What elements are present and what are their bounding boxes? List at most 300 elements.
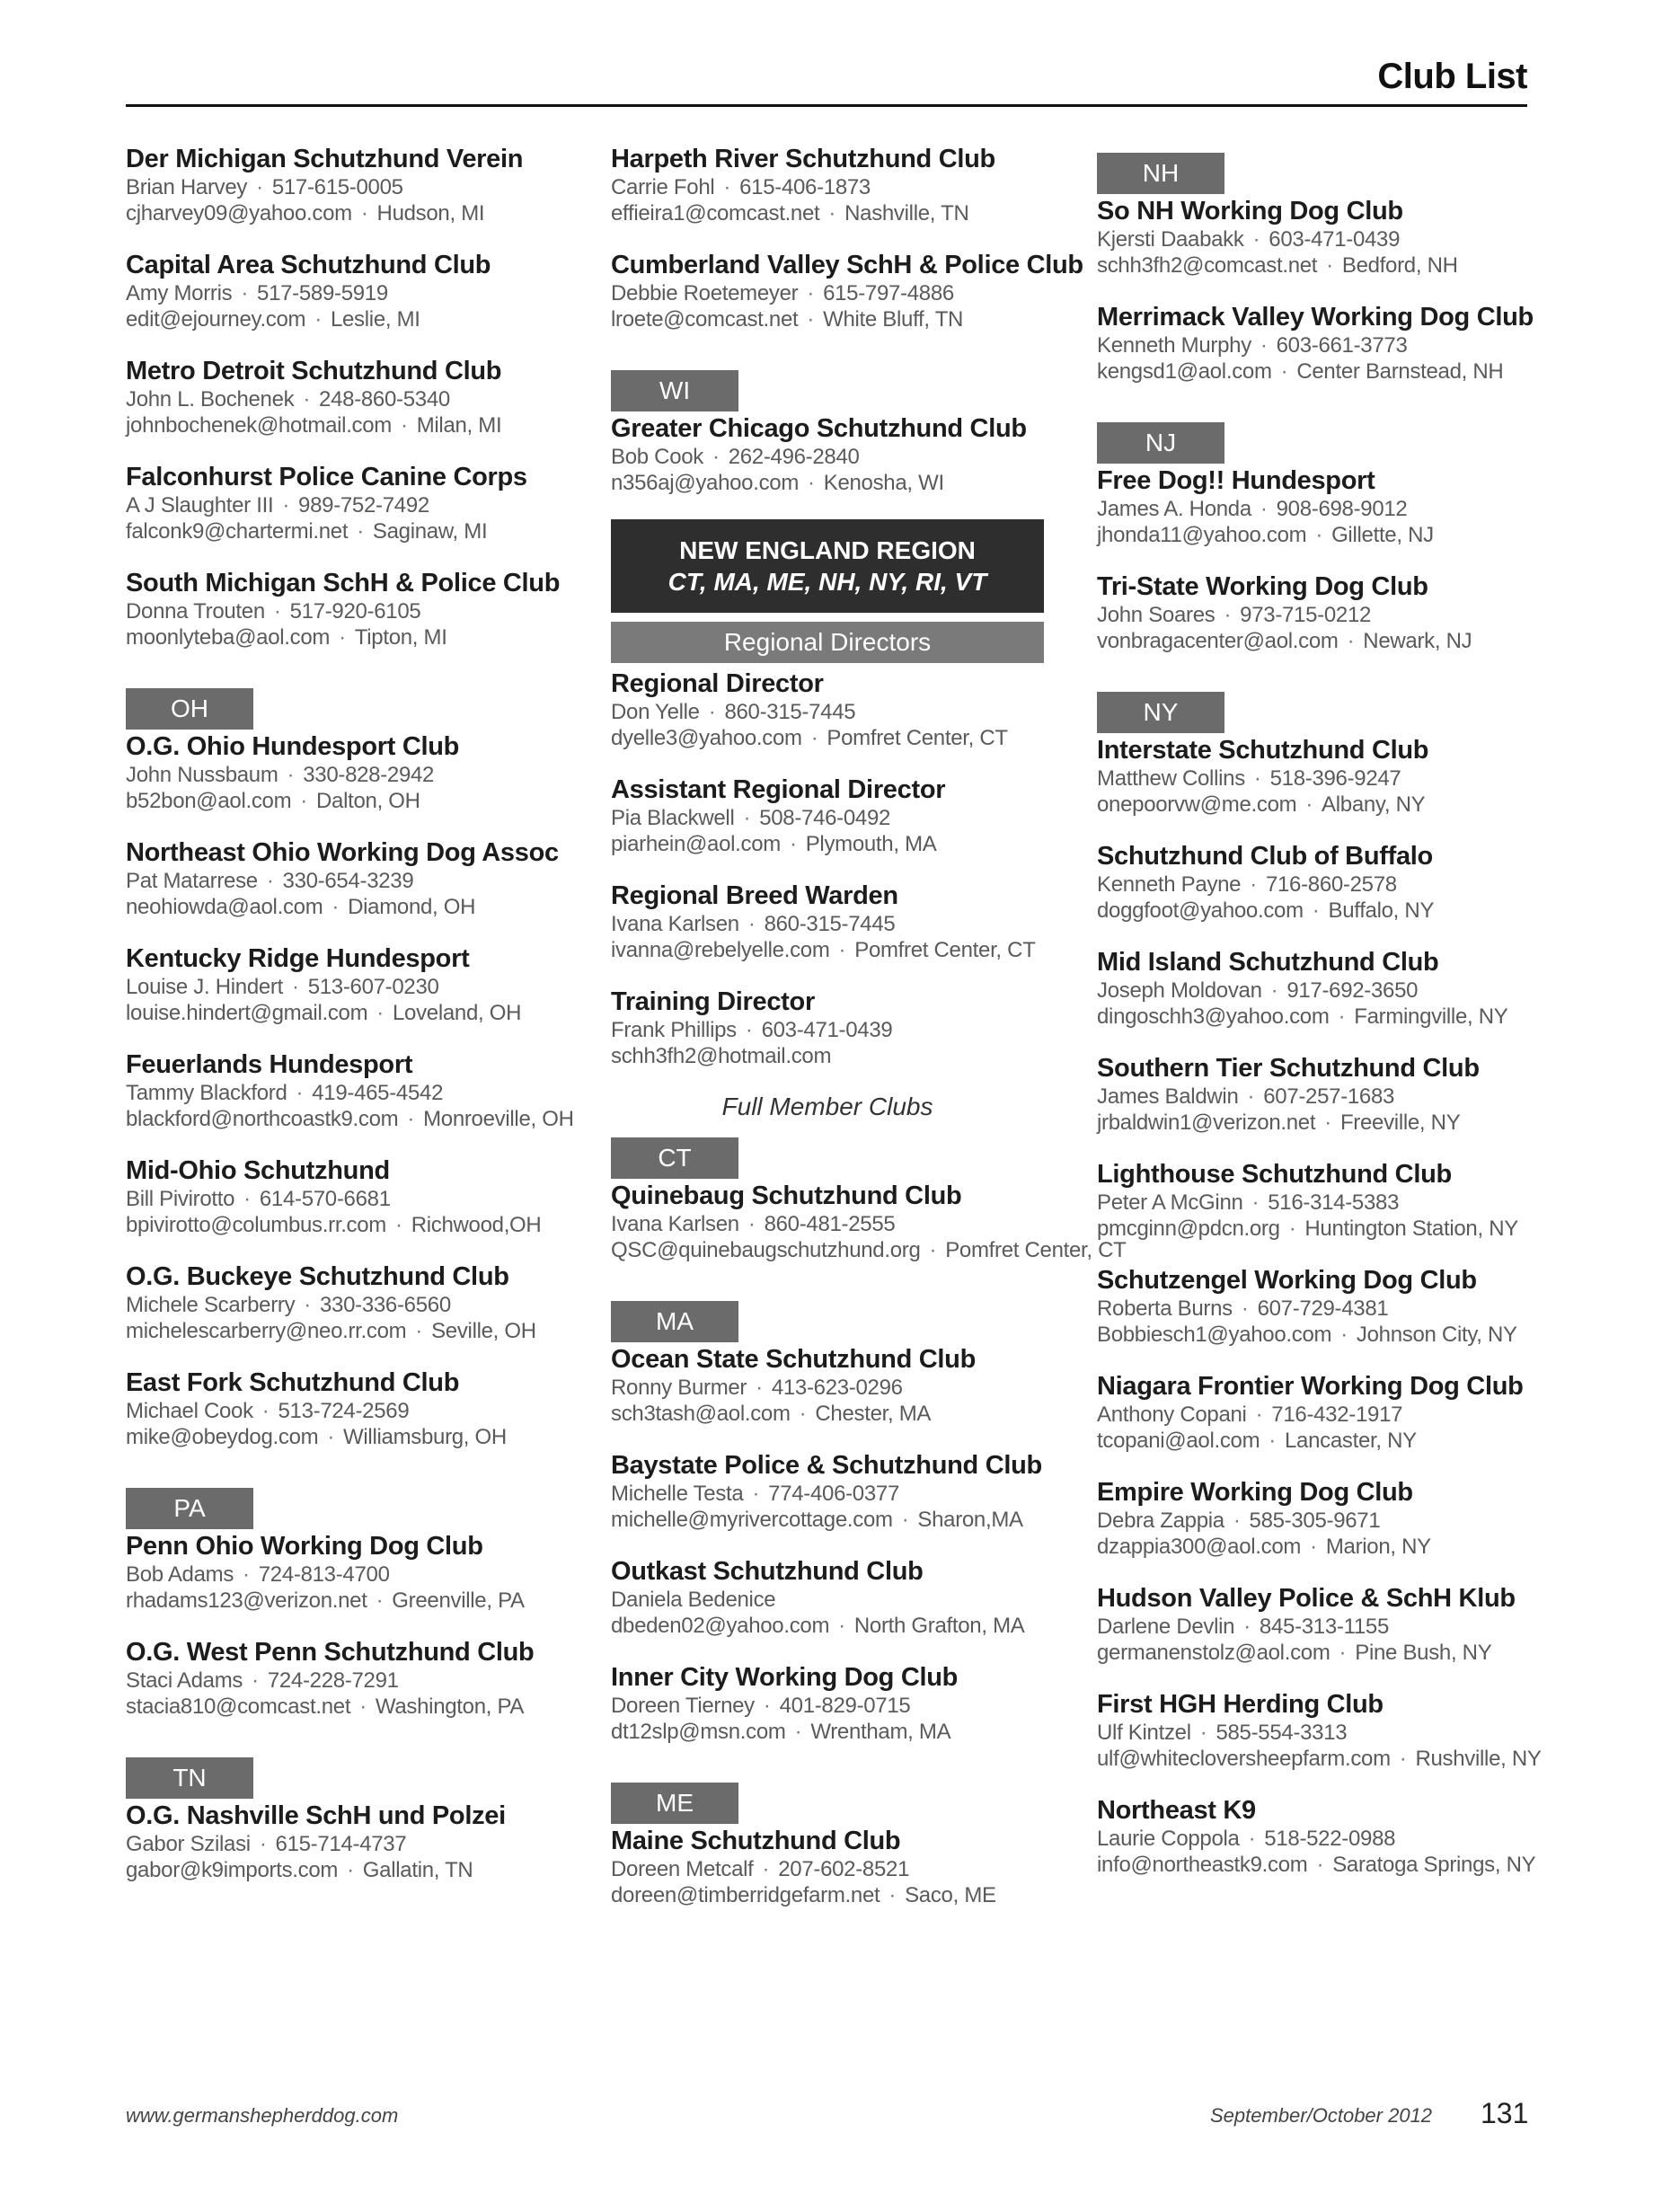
club-name: Penn Ohio Working Dog Club bbox=[126, 1532, 483, 1561]
contact-city: Milan, MI bbox=[416, 413, 502, 438]
contact-phone[interactable]: 585-305-9671 bbox=[1249, 1509, 1381, 1533]
contact-email[interactable]: vonbragacenter@aol.com bbox=[1097, 629, 1339, 653]
contact-email[interactable]: blackford@northcoastk9.com bbox=[126, 1107, 399, 1131]
contact-email[interactable]: rhadams123@verizon.net bbox=[126, 1588, 367, 1613]
contact-line bbox=[611, 444, 1060, 470]
email-line bbox=[1097, 628, 1546, 654]
contact-line bbox=[126, 1831, 575, 1857]
contact-phone[interactable]: 908-698-9012 bbox=[1276, 497, 1408, 521]
contact-city: Seville, OH bbox=[431, 1319, 536, 1343]
contact-line bbox=[126, 174, 575, 200]
club-name: Southern Tier Schutzhund Club bbox=[1097, 1054, 1480, 1083]
contact-email[interactable]: dzappia300@aol.com bbox=[1097, 1535, 1302, 1559]
separator-dot: · bbox=[1247, 1084, 1255, 1109]
separator-dot: · bbox=[259, 1832, 267, 1856]
email-line bbox=[126, 306, 575, 332]
contact-line bbox=[126, 974, 575, 1000]
contact-city: Marion, NY bbox=[1325, 1535, 1431, 1559]
separator-dot: · bbox=[1305, 792, 1313, 817]
contact-phone[interactable]: 401-829-0715 bbox=[779, 1694, 911, 1718]
contact-phone[interactable]: 603-471-0439 bbox=[761, 1018, 893, 1042]
contact-name: Bob Adams bbox=[126, 1562, 234, 1587]
group-maine bbox=[611, 1826, 1060, 1908]
contact-city: Gillette, NJ bbox=[1331, 523, 1434, 547]
separator-dot: · bbox=[1252, 227, 1260, 252]
contact-phone[interactable]: 517-920-6105 bbox=[289, 599, 421, 624]
email-line bbox=[126, 1588, 575, 1614]
contact-name: Louise J. Hindert bbox=[126, 975, 283, 999]
email-line bbox=[611, 1719, 1060, 1745]
contact-name: Tammy Blackford bbox=[126, 1081, 287, 1105]
contact-city: Farmingville, NY bbox=[1354, 1004, 1508, 1029]
contact-line bbox=[1097, 1084, 1546, 1110]
contact-phone[interactable]: 585-554-3313 bbox=[1216, 1721, 1348, 1745]
contact-name: Darlene Devlin bbox=[1097, 1615, 1235, 1639]
contact-name: Pia Blackwell bbox=[611, 806, 735, 830]
contact-email[interactable]: moonlyteba@aol.com bbox=[126, 625, 331, 650]
club-name: Metro Detroit Schutzhund Club bbox=[126, 357, 502, 385]
contact-email[interactable]: effieira1@comcast.net bbox=[611, 201, 820, 226]
club-entry bbox=[126, 1261, 575, 1344]
contact-phone[interactable]: 516-314-5383 bbox=[1268, 1190, 1400, 1215]
club-entry bbox=[611, 250, 1083, 332]
separator-dot: · bbox=[360, 201, 368, 226]
contact-phone[interactable]: 860-315-7445 bbox=[724, 700, 856, 724]
contact-name: Ivana Karlsen bbox=[611, 1212, 739, 1236]
email-line bbox=[1097, 1004, 1546, 1030]
contact-phone[interactable]: 330-336-6560 bbox=[320, 1293, 451, 1317]
state-tag-ct: CT bbox=[611, 1137, 738, 1179]
contact-phone[interactable]: 207-602-8521 bbox=[778, 1857, 910, 1881]
club-entry bbox=[1097, 735, 1546, 818]
email-line bbox=[1097, 1216, 1546, 1242]
separator-dot: · bbox=[1280, 359, 1288, 384]
separator-dot: · bbox=[339, 625, 346, 650]
contact-phone[interactable]: 513-724-2569 bbox=[278, 1399, 410, 1423]
contact-line bbox=[1097, 1826, 1546, 1852]
contact-name: Kjersti Daabakk bbox=[1097, 227, 1244, 252]
contact-city: Newark, NJ bbox=[1363, 629, 1472, 653]
contact-city: Leslie, MI bbox=[330, 307, 420, 332]
contact-phone[interactable]: 262-496-2840 bbox=[728, 445, 860, 469]
contact-email[interactable]: sch3tash@aol.com bbox=[611, 1402, 791, 1426]
contact-city: Lancaster, NY bbox=[1285, 1429, 1417, 1453]
contact-city: Pine Bush, NY bbox=[1355, 1641, 1492, 1665]
contact-city: Saratoga Springs, NY bbox=[1332, 1853, 1536, 1877]
contact-email[interactable]: dingoschh3@yahoo.com bbox=[1097, 1004, 1330, 1029]
club-name: Inner City Working Dog Club bbox=[611, 1663, 959, 1692]
club-name: Hudson Valley Police & SchH Klub bbox=[1097, 1584, 1516, 1613]
state-tag-ny: NY bbox=[1097, 692, 1224, 733]
club-entry bbox=[126, 356, 575, 438]
contact-email[interactable]: cjharvey09@yahoo.com bbox=[126, 201, 352, 226]
separator-dot: · bbox=[838, 938, 846, 962]
separator-dot: · bbox=[1324, 1110, 1331, 1135]
contact-name: Debbie Roetemeyer bbox=[611, 281, 799, 305]
contact-name: Roberta Burns bbox=[1097, 1296, 1233, 1321]
club-name: Mid Island Schutzhund Club bbox=[1097, 948, 1439, 977]
email-line bbox=[1097, 1640, 1546, 1666]
contact-name: Doreen Tierney bbox=[611, 1694, 755, 1718]
club-entry bbox=[126, 1637, 575, 1720]
contact-name: Daniela Bedenice bbox=[611, 1588, 776, 1612]
separator-dot: · bbox=[256, 175, 263, 199]
contact-phone[interactable]: 716-432-1917 bbox=[1271, 1402, 1403, 1427]
contact-email[interactable]: bpivirotto@columbus.rr.com bbox=[126, 1213, 386, 1237]
club-entry bbox=[1097, 841, 1546, 924]
contact-city: Williamsburg, OH bbox=[343, 1425, 507, 1449]
contact-email[interactable]: QSC@quinebaugschutzhund.org bbox=[611, 1238, 921, 1262]
page-title: Club List bbox=[1377, 57, 1527, 96]
contact-email[interactable]: michelle@myrivercottage.com bbox=[611, 1508, 893, 1532]
separator-dot: · bbox=[808, 471, 815, 495]
club-entry bbox=[126, 1367, 575, 1450]
separator-dot: · bbox=[762, 1857, 770, 1881]
contact-city: Dalton, OH bbox=[316, 789, 420, 813]
club-entry bbox=[1097, 1265, 1546, 1348]
email-line bbox=[126, 1857, 575, 1883]
contact-email[interactable]: doggfoot@yahoo.com bbox=[1097, 898, 1304, 923]
contact-line bbox=[126, 386, 575, 412]
club-name: Tri-State Working Dog Club bbox=[1097, 572, 1428, 601]
separator-dot: · bbox=[1339, 1641, 1347, 1665]
contact-email[interactable]: michelescarberry@neo.rr.com bbox=[126, 1319, 407, 1343]
contact-email[interactable]: ivanna@rebelyelle.com bbox=[611, 938, 830, 962]
contact-name: John L. Bochenek bbox=[126, 387, 295, 411]
separator-dot: · bbox=[261, 1399, 270, 1423]
club-name: First HGH Herding Club bbox=[1097, 1690, 1384, 1719]
separator-dot: · bbox=[763, 1694, 771, 1718]
contact-name: Donna Trouten bbox=[126, 599, 265, 624]
contact-phone[interactable]: 615-406-1873 bbox=[739, 175, 871, 199]
state-tag-ma: MA bbox=[611, 1301, 738, 1342]
club-name: Assistant Regional Director bbox=[611, 775, 946, 804]
club-name: So NH Working Dog Club bbox=[1097, 197, 1403, 226]
club-name: Free Dog!! Hundesport bbox=[1097, 466, 1375, 495]
separator-dot: · bbox=[752, 1482, 760, 1506]
contact-phone[interactable]: 774-406-0377 bbox=[768, 1482, 900, 1506]
separator-dot: · bbox=[1255, 1402, 1263, 1427]
contact-city: Monroeville, OH bbox=[423, 1107, 574, 1131]
contact-phone[interactable]: 724-813-4700 bbox=[258, 1562, 390, 1587]
contact-phone[interactable]: 517-615-0005 bbox=[271, 175, 403, 199]
contact-city: Buffalo, NY bbox=[1328, 898, 1435, 923]
contact-phone[interactable]: 607-257-1683 bbox=[1263, 1084, 1395, 1109]
email-line bbox=[1097, 1322, 1546, 1348]
state-tag-me: ME bbox=[611, 1783, 738, 1824]
contact-email[interactable]: dyelle3@yahoo.com bbox=[611, 726, 802, 750]
contact-phone[interactable]: 518-396-9247 bbox=[1269, 766, 1401, 791]
contact-name: Carrie Fohl bbox=[611, 175, 715, 199]
contact-line bbox=[1097, 1190, 1546, 1216]
contact-phone[interactable]: 973-715-0212 bbox=[1240, 603, 1372, 627]
group-tennessee-1 bbox=[126, 1801, 575, 1883]
separator-dot: · bbox=[395, 1213, 402, 1237]
contact-line bbox=[126, 1398, 575, 1424]
separator-dot: · bbox=[747, 912, 756, 936]
separator-dot: · bbox=[1241, 1296, 1249, 1321]
contact-name: Frank Phillips bbox=[611, 1018, 737, 1042]
separator-dot: · bbox=[888, 1883, 897, 1907]
club-entry bbox=[1097, 571, 1546, 654]
contact-name: Michelle Testa bbox=[611, 1482, 744, 1506]
separator-dot: · bbox=[838, 1614, 845, 1638]
club-entry bbox=[1097, 947, 1546, 1030]
contact-city: Loveland, OH bbox=[392, 1001, 522, 1025]
contact-line bbox=[1097, 978, 1546, 1004]
contact-line bbox=[611, 174, 1060, 200]
contact-email[interactable]: piarhein@aol.com bbox=[611, 832, 781, 856]
club-entry bbox=[1097, 1583, 1546, 1666]
separator-dot: · bbox=[304, 1293, 311, 1317]
contact-city: Tipton, MI bbox=[354, 625, 447, 650]
contact-email[interactable]: ulf@whitecloversheepfarm.com bbox=[1097, 1747, 1391, 1771]
contact-line bbox=[126, 1668, 575, 1694]
contact-line bbox=[126, 1186, 575, 1212]
region-title: NEW ENGLAND REGION bbox=[679, 536, 976, 564]
state-tag-tn: TN bbox=[126, 1757, 253, 1799]
contact-phone[interactable]: 615-714-4737 bbox=[275, 1832, 407, 1856]
contact-phone[interactable]: 716-860-2578 bbox=[1265, 872, 1397, 897]
contact-phone[interactable]: 615-797-4886 bbox=[823, 281, 954, 305]
column-1 bbox=[126, 144, 575, 1907]
contact-phone[interactable]: 860-481-2555 bbox=[764, 1212, 896, 1236]
email-line bbox=[126, 1318, 575, 1344]
contact-email[interactable]: germanenstolz@aol.com bbox=[1097, 1641, 1330, 1665]
separator-dot: · bbox=[1326, 253, 1333, 278]
separator-dot: · bbox=[745, 1018, 753, 1042]
contact-phone[interactable]: 419-465-4542 bbox=[312, 1081, 444, 1105]
contact-email[interactable]: info@northeastk9.com bbox=[1097, 1853, 1308, 1877]
separator-dot: · bbox=[1310, 1535, 1317, 1559]
contact-city: Freeville, NY bbox=[1339, 1110, 1461, 1135]
contact-email[interactable]: jhonda11@yahoo.com bbox=[1097, 523, 1307, 547]
email-line bbox=[126, 518, 575, 544]
club-entry bbox=[126, 250, 575, 332]
contact-line bbox=[126, 1562, 575, 1588]
contact-email[interactable]: pmcginn@pdcn.org bbox=[1097, 1217, 1280, 1241]
state-tag-oh: OH bbox=[126, 688, 253, 730]
contact-name: Laurie Coppola bbox=[1097, 1827, 1240, 1851]
club-entry bbox=[126, 731, 575, 814]
contact-phone[interactable]: 248-860-5340 bbox=[319, 387, 450, 411]
separator-dot: · bbox=[1233, 1509, 1241, 1533]
separator-dot: · bbox=[347, 1858, 354, 1882]
group-tennessee-2 bbox=[611, 144, 1083, 332]
separator-dot: · bbox=[747, 1212, 756, 1236]
club-name: O.G. Ohio Hundesport Club bbox=[126, 732, 460, 761]
club-entry bbox=[126, 837, 575, 920]
contact-phone[interactable]: 989-752-7492 bbox=[298, 493, 429, 518]
club-name: Lighthouse Schutzhund Club bbox=[1097, 1160, 1452, 1189]
contact-name: Gabor Szilasi bbox=[126, 1832, 251, 1856]
contact-phone[interactable]: 917-692-3650 bbox=[1286, 978, 1419, 1003]
contact-email[interactable]: edit@ejourney.com bbox=[126, 307, 306, 332]
email-line bbox=[611, 1507, 1060, 1533]
email-line bbox=[1097, 1110, 1546, 1136]
contact-city: Plymouth, MA bbox=[805, 832, 937, 856]
contact-email[interactable]: dt12slp@msn.com bbox=[611, 1720, 786, 1744]
contact-line bbox=[1097, 332, 1546, 358]
contact-phone[interactable]: 518-522-0988 bbox=[1264, 1827, 1396, 1851]
club-name: East Fork Schutzhund Club bbox=[126, 1368, 460, 1397]
contact-line bbox=[1097, 1402, 1546, 1428]
group-massachusetts bbox=[611, 1344, 1060, 1745]
contact-email[interactable]: neohiowda@aol.com bbox=[126, 895, 323, 919]
club-name: Ocean State Schutzhund Club bbox=[611, 1345, 976, 1374]
contact-phone[interactable]: 614-570-6681 bbox=[259, 1187, 391, 1211]
footer-url[interactable]: www.germanshepherddog.com bbox=[126, 2104, 399, 2127]
club-entry bbox=[611, 144, 1060, 226]
separator-dot: · bbox=[252, 1668, 259, 1693]
group-wisconsin bbox=[611, 413, 1060, 496]
contact-name: Peter A McGinn bbox=[1097, 1190, 1243, 1215]
contact-email[interactable]: onepoorvw@me.com bbox=[1097, 792, 1297, 817]
contact-city: Pomfret Center, CT bbox=[854, 938, 1036, 962]
contact-name: Kenneth Payne bbox=[1097, 872, 1242, 897]
region-banner bbox=[611, 519, 1044, 613]
contact-phone[interactable]: 603-661-3773 bbox=[1276, 333, 1408, 358]
club-entry bbox=[1097, 1477, 1546, 1560]
footer-date: September/October 2012 bbox=[1210, 2104, 1433, 2127]
separator-dot: · bbox=[266, 869, 274, 893]
contact-city: White Bluff, TN bbox=[823, 307, 964, 332]
contact-email[interactable]: jrbaldwin1@verizon.net bbox=[1097, 1110, 1316, 1135]
contact-city: Huntington Station, NY bbox=[1304, 1217, 1518, 1241]
contact-email[interactable]: gabor@k9imports.com bbox=[126, 1858, 339, 1882]
page-number: 131 bbox=[1481, 2097, 1529, 2129]
contact-phone[interactable]: 607-729-4381 bbox=[1257, 1296, 1389, 1321]
group-pennsylvania bbox=[126, 1531, 575, 1720]
club-name: Interstate Schutzhund Club bbox=[1097, 736, 1429, 765]
separator-dot: · bbox=[303, 387, 311, 411]
contact-line bbox=[1097, 1614, 1546, 1640]
contact-line bbox=[611, 805, 1060, 831]
club-entry bbox=[126, 943, 575, 1026]
contact-phone[interactable]: 513-607-0230 bbox=[307, 975, 439, 999]
separator-dot: · bbox=[828, 201, 836, 226]
email-line bbox=[126, 1694, 575, 1720]
email-line bbox=[126, 624, 575, 650]
separator-dot: · bbox=[1251, 1190, 1260, 1215]
contact-city: Sharon,MA bbox=[917, 1508, 1023, 1532]
separator-dot: · bbox=[1399, 1747, 1407, 1771]
contact-city: Kenosha, WI bbox=[823, 471, 944, 495]
contact-email[interactable]: dbeden02@yahoo.com bbox=[611, 1614, 830, 1638]
contact-email[interactable]: louise.hindert@gmail.com bbox=[126, 1001, 368, 1025]
contact-email[interactable]: mike@obeydog.com bbox=[126, 1425, 319, 1449]
contact-line bbox=[611, 1856, 1060, 1882]
contact-phone[interactable]: 330-828-2942 bbox=[303, 763, 435, 787]
club-name: Empire Working Dog Club bbox=[1097, 1478, 1413, 1507]
contact-line bbox=[611, 1375, 1060, 1401]
contact-phone[interactable]: 724-228-7291 bbox=[267, 1668, 399, 1693]
contact-email[interactable]: schh3fh2@comcast.net bbox=[1097, 253, 1318, 278]
contact-name: Michele Scarberry bbox=[126, 1293, 296, 1317]
group-michigan bbox=[126, 144, 575, 650]
contact-line bbox=[611, 699, 1060, 725]
club-name: Quinebaug Schutzhund Club bbox=[611, 1181, 962, 1210]
contact-email[interactable]: n356aj@yahoo.com bbox=[611, 471, 800, 495]
contact-phone[interactable]: 330-654-3239 bbox=[282, 869, 414, 893]
club-entry bbox=[611, 1450, 1060, 1533]
group-ohio bbox=[126, 731, 575, 1450]
club-name: Harpeth River Schutzhund Club bbox=[611, 145, 995, 173]
email-line bbox=[611, 470, 1060, 496]
contact-city: Chester, MA bbox=[815, 1402, 932, 1426]
contact-name: Ulf Kintzel bbox=[1097, 1721, 1191, 1745]
contact-city: Center Barnstead, NH bbox=[1296, 359, 1504, 384]
separator-dot: · bbox=[332, 895, 340, 919]
contact-email[interactable]: schh3fh2@hotmail.com bbox=[611, 1044, 832, 1068]
contact-line bbox=[611, 280, 1060, 306]
separator-dot: · bbox=[807, 281, 815, 305]
contact-line bbox=[1097, 1720, 1546, 1746]
email-line bbox=[1097, 1852, 1546, 1878]
contact-email[interactable]: lroete@comcast.net bbox=[611, 307, 799, 332]
separator-dot: · bbox=[1248, 1827, 1256, 1851]
contact-line bbox=[126, 762, 575, 788]
separator-dot: · bbox=[723, 175, 731, 199]
contact-email[interactable]: doreen@timberridgefarm.net bbox=[611, 1883, 880, 1907]
contact-city: Gallatin, TN bbox=[362, 1858, 473, 1882]
email-line bbox=[611, 200, 1060, 226]
separator-dot: · bbox=[1269, 1429, 1276, 1453]
contact-city: Hudson, MI bbox=[376, 201, 485, 226]
contact-email[interactable]: Bobbiesch1@yahoo.com bbox=[1097, 1323, 1332, 1347]
club-name: O.G. Nashville SchH und Polzei bbox=[126, 1801, 506, 1830]
club-entry bbox=[1097, 1053, 1546, 1136]
separator-dot: · bbox=[1260, 497, 1268, 521]
email-line bbox=[126, 788, 575, 814]
separator-dot: · bbox=[300, 789, 307, 813]
contact-email[interactable]: kengsd1@aol.com bbox=[1097, 359, 1272, 384]
separator-dot: · bbox=[243, 1187, 251, 1211]
contact-email[interactable]: b52bon@aol.com bbox=[126, 789, 292, 813]
contact-phone[interactable]: 603-471-0439 bbox=[1269, 227, 1401, 252]
separator-dot: · bbox=[273, 599, 281, 624]
club-name: Northeast Ohio Working Dog Assoc bbox=[126, 838, 559, 867]
contact-phone[interactable]: 860-315-7445 bbox=[764, 912, 896, 936]
contact-line bbox=[1097, 1296, 1546, 1322]
contact-line bbox=[611, 1693, 1060, 1719]
club-entry bbox=[126, 144, 575, 226]
contact-email[interactable]: johnbochenek@hotmail.com bbox=[126, 413, 392, 438]
separator-dot: · bbox=[1224, 603, 1232, 627]
email-line bbox=[611, 725, 1060, 751]
contact-phone[interactable]: 517-589-5919 bbox=[257, 281, 388, 305]
contact-phone[interactable]: 413-623-0296 bbox=[771, 1376, 903, 1400]
club-name: Regional Director bbox=[611, 669, 824, 698]
contact-phone[interactable]: 845-313-1155 bbox=[1259, 1615, 1390, 1639]
club-name: South Michigan SchH & Police Club bbox=[126, 569, 561, 597]
contact-city: Albany, NY bbox=[1322, 792, 1426, 817]
contact-line bbox=[611, 1017, 1060, 1043]
contact-city: Washington, PA bbox=[375, 1694, 525, 1719]
contact-phone[interactable]: 508-746-0492 bbox=[759, 806, 891, 830]
separator-dot: · bbox=[1199, 1721, 1207, 1745]
club-entry bbox=[611, 1556, 1060, 1639]
club-entry bbox=[126, 1049, 575, 1132]
contact-email[interactable]: stacia810@comcast.net bbox=[126, 1694, 351, 1719]
separator-dot: · bbox=[807, 307, 815, 332]
contact-name: Anthony Copani bbox=[1097, 1402, 1247, 1427]
email-line bbox=[611, 306, 1060, 332]
state-tag-nh: NH bbox=[1097, 153, 1224, 194]
contact-email[interactable]: falconk9@chartermi.net bbox=[126, 519, 349, 544]
full-member-clubs-heading: Full Member Clubs bbox=[721, 1093, 933, 1120]
contact-email[interactable]: tcopani@aol.com bbox=[1097, 1429, 1260, 1453]
